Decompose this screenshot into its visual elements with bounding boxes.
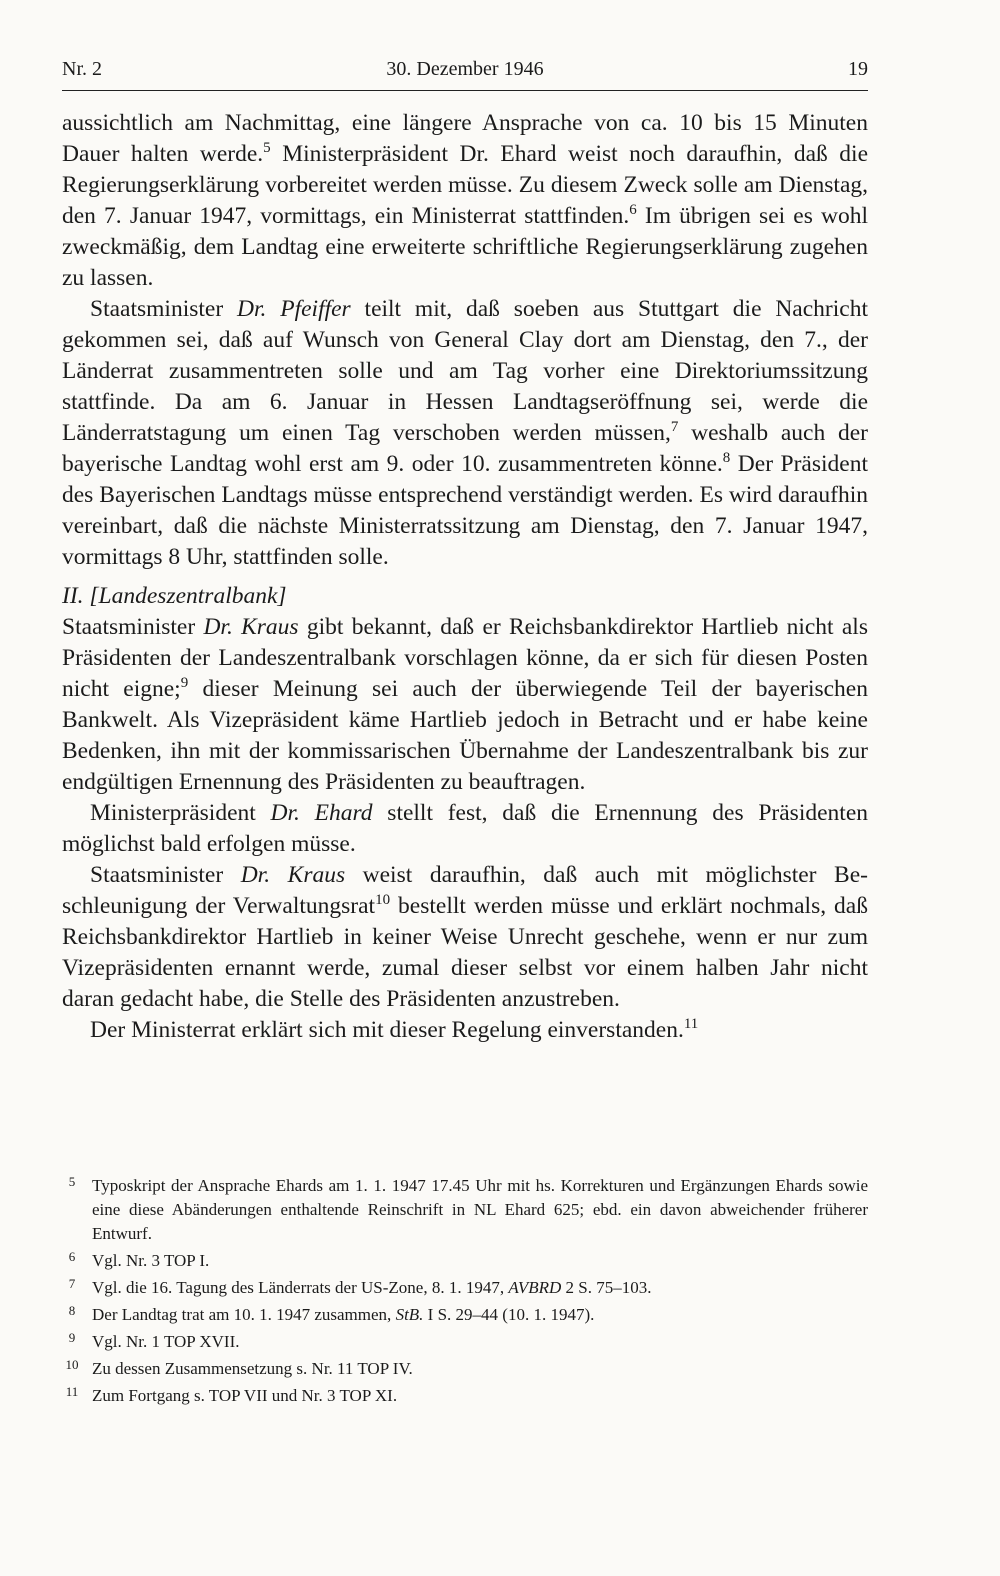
paragraph: Staatsminister Dr. Pfeiffer teilt mit, daß soeben aus Stuttgart die Nachricht gekommen sei, daß auf Wunsch von General Clay dort am Dienstag, den 7., der Länderrat zusammentreten solle und am Tag vorher eine Direktoriumssitzung stattfinde. Da am 6. Januar in Hessen Landtagseröffnung sei, werde die Länderratstagung um einen Tag verschoben werden müssen,$^7$ weshalb auch der bayerische Landtag wohl erst am 9. oder 10. zusammentreten könne.$^8$ Der Präsident des Bayerischen Landtags müsse entsprechend verständigt werden. Es wird daraufhin vereinbart, daß die nächste Ministerratssitzung am Dienstag, den 7. Januar 1947, vormittags 8 Uhr, stattfinden solle.: [62, 296, 868, 570]
paragraph: Staatsminister Dr. Kraus gibt bekannt, daß er Reichsbankdirektor Hartlieb nicht als Präsidenten der Landeszentralbank vorschlagen könne, da er sich für diesen Posten nicht eigne;$^9$ dieser Meinung sei auch der überwiegende Teil der bayerischen Bankwelt. Als Vizepräsident käme Hartlieb jedoch in Betracht und er habe keine Bedenken, ihn mit der kommissarischen Übernahme der Landeszentralbank bis zur endgültigen Ernennung des Präsidenten zu beauftragen.: [62, 614, 868, 795]
main-text: [62, 108, 868, 1046]
document-number: Nr. 2: [62, 58, 102, 80]
speaker-name: Dr. Pfeiffer: [237, 296, 351, 322]
paragraph: Staatsminister Dr. Kraus weist daraufhin, daß auch mit möglichster Beschleunigung der Verwaltungsrat$^{10}$ bestellt werden müsse und erklärt nochmals, daß Reichsbankdirektor Hartlieb in keiner Weise Unrecht geschehe, wenn er nur zum Vizepräsidenten ernannt werde, zumal dieser selbst vor einem halben Jahr nicht daran gedacht habe, die Stelle des Präsidenten anzustreben.: [62, 862, 868, 1012]
paragraph: Der Ministerrat erklärt sich mit dieser Regelung einverstanden.$^{11}$: [90, 1016, 699, 1043]
footnote: 9 Vgl. Nr. 1 TOP XVII.: [68, 1330, 240, 1351]
footnotes: [62, 1174, 868, 1411]
speaker-name: Dr. Ehard: [270, 800, 373, 826]
footnote-ref[interactable]: 6: [629, 202, 637, 218]
footnote: 6 Vgl. Nr. 3 TOP I.: [68, 1249, 210, 1270]
footnote-ref[interactable]: 5: [263, 140, 271, 156]
footnote-ref[interactable]: 8: [722, 450, 731, 466]
footnote: 8 Der Landtag trat am 10. 1. 1947 zusammen, StB. I S. 29–44 (10. 1. 1947).: [68, 1303, 595, 1324]
footnote-ref[interactable]: 10: [375, 892, 391, 908]
footnote-ref[interactable]: 7: [670, 419, 679, 435]
speaker-name: Dr. Kraus: [203, 614, 299, 640]
paragraph: aussichtlich am Nachmittag, eine längere Ansprache von ca. 10 bis 15 Minuten Dauer halten werde.$^5$ Ministerpräsident Dr. Ehard weist noch daraufhin, daß die Regierungserklärung vorbereitet werden müsse. Zu diesem Zweck solle am Dienstag, den 7. Januar 1947, vormittags, ein Ministerrat stattfinden.$^6$ Im übrigen sei es wohl zweckmäßig, dem Landtag eine erweiterte schriftliche Regierungserklärung zugehen zu lassen.: [62, 110, 869, 291]
footnote: 5 Typoskript der Ansprache Ehards am 1. 1. 1947 17.45 Uhr mit hs. Korrekturen und Ergänzungen Ehards sowie eine diese Abänderungen enthaltende Reinschrift in NL Ehard 625; ebd. ein davon abweichender früherer Entwurf.: [68, 1174, 868, 1243]
footnote-ref[interactable]: 9: [180, 675, 189, 691]
speaker-name: Dr. Kraus: [240, 862, 346, 888]
page-number: 19: [848, 58, 868, 80]
page-header: [62, 58, 868, 91]
footnote: 11 Zum Fortgang s. TOP VII und Nr. 3 TOP XI.: [65, 1384, 398, 1405]
footnote: 10 Zu dessen Zusammensetzung s. Nr. 11 TOP IV.: [65, 1357, 413, 1378]
footnote-ref[interactable]: 11: [683, 1016, 699, 1032]
header-date: 30. Dezember 1946: [386, 58, 544, 80]
section-heading: II. [Landeszentralbank]: [62, 583, 287, 609]
footnote: 7 Vgl. die 16. Tagung des Länderrats der US-Zone, 8. 1. 1947, AVBRD 2 S. 75–103.: [68, 1276, 652, 1297]
paragraph: Ministerpräsident Dr. Ehard stellt fest, daß die Ernennung des Präsidenten möglichst bald erfolgen müsse.: [62, 800, 868, 857]
